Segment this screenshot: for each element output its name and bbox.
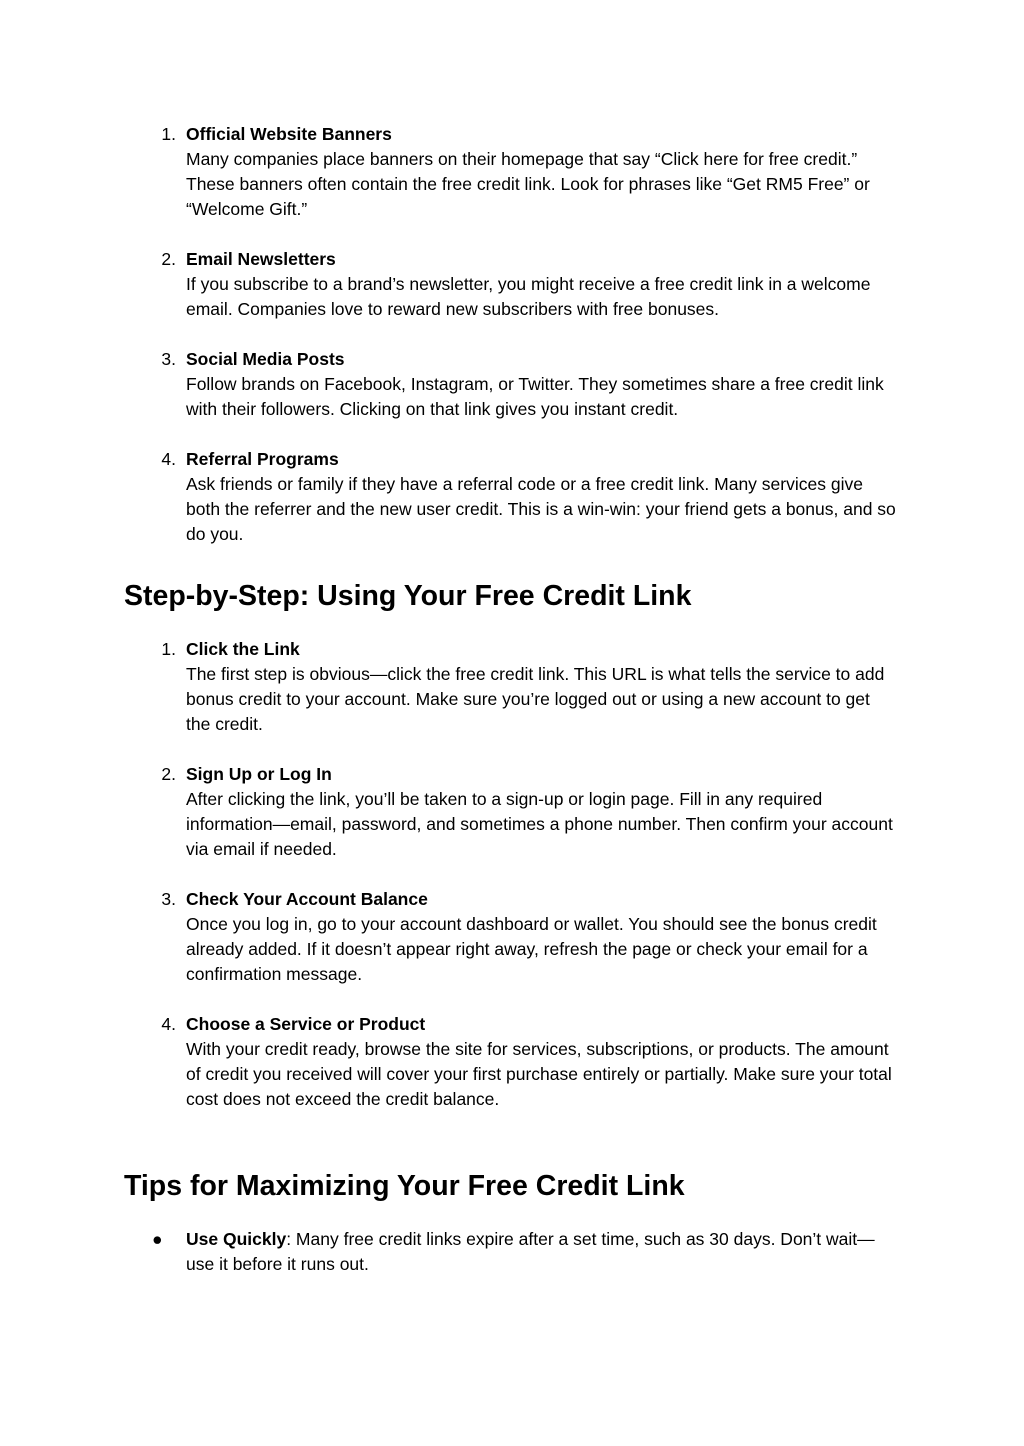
list-item [0, 1227, 1024, 1277]
list-item [0, 122, 1024, 222]
list-item [0, 887, 1024, 987]
list-number: 3. [161, 349, 176, 369]
list-number: 1. [161, 124, 176, 144]
list-number: 3. [161, 889, 176, 909]
section-heading-tips: Tips for Maximizing Your Free Credit Link [124, 1170, 685, 1202]
list-item-title: Email Newsletters [186, 249, 336, 269]
list-number: 4. [161, 449, 176, 469]
list-item-body: Ask friends or family if they have a referral code or a free credit link. Many services give both the referrer and the new user credit. This is a win-win: your friend gets a bonus, and so do you. [186, 474, 896, 544]
list-item-title: Official Website Banners [186, 124, 392, 144]
list-number: 2. [161, 249, 176, 269]
list-item-title: Use Quickly [186, 1229, 287, 1249]
list-item-body: Once you log in, go to your account dashboard or wallet. You should see the bonus credit already added. If it doesn’t appear right away, refresh the page or check your email for a confirmation message. [186, 914, 877, 984]
section-heading-step-by-step: Step-by-Step: Using Your Free Credit Link [124, 580, 692, 612]
bullet-icon: ● [152, 1229, 163, 1249]
list-item-body [186, 1227, 896, 1277]
list-number: 2. [161, 764, 176, 784]
list-item-text: : Many free credit links expire after a set time, such as 30 days. Don’t wait—use it before it runs out. [186, 1229, 875, 1274]
list-item-title: Choose a Service or Product [186, 1014, 426, 1034]
list-item-title: Sign Up or Log In [186, 764, 332, 784]
list-item [0, 637, 1024, 737]
list-item-body: Many companies place banners on their homepage that say “Click here for free credit.” These banners often contain the free credit link. Look for phrases like “Get RM5 Free” or “Welcome Gift.” [186, 149, 870, 219]
list-item-title: Referral Programs [186, 449, 339, 469]
list-item-body: With your credit ready, browse the site for services, subscriptions, or products. The amount of credit you received will cover your first purchase entirely or partially. Make sure your total cost does not exceed the credit balance. [186, 1039, 892, 1109]
list-item-body: After clicking the link, you’ll be taken to a sign-up or login page. Fill in any required information—email, password, and sometimes a phone number. Then confirm your account via email if needed. [186, 789, 893, 859]
list-item-body: Follow brands on Facebook, Instagram, or Twitter. They sometimes share a free credit link with their followers. Clicking on that link gives you instant credit. [186, 374, 884, 419]
list-item [0, 347, 1024, 422]
list-item-title: Check Your Account Balance [186, 889, 428, 909]
list-item-body: The first step is obvious—click the free credit link. This URL is what tells the service to add bonus credit to your account. Make sure you’re logged out or using a new account to get the credit. [186, 664, 885, 734]
list-item [0, 447, 1024, 547]
list-item-body: If you subscribe to a brand’s newsletter, you might receive a free credit link in a welcome email. Companies love to reward new subscribers with free bonuses. [186, 274, 871, 319]
list-item [0, 1012, 1024, 1112]
list-item-title: Social Media Posts [186, 349, 345, 369]
list-item-title: Click the Link [186, 639, 300, 659]
list-item [0, 762, 1024, 862]
list-number: 4. [161, 1014, 176, 1034]
list-number: 1. [161, 639, 176, 659]
list-item [0, 247, 1024, 322]
